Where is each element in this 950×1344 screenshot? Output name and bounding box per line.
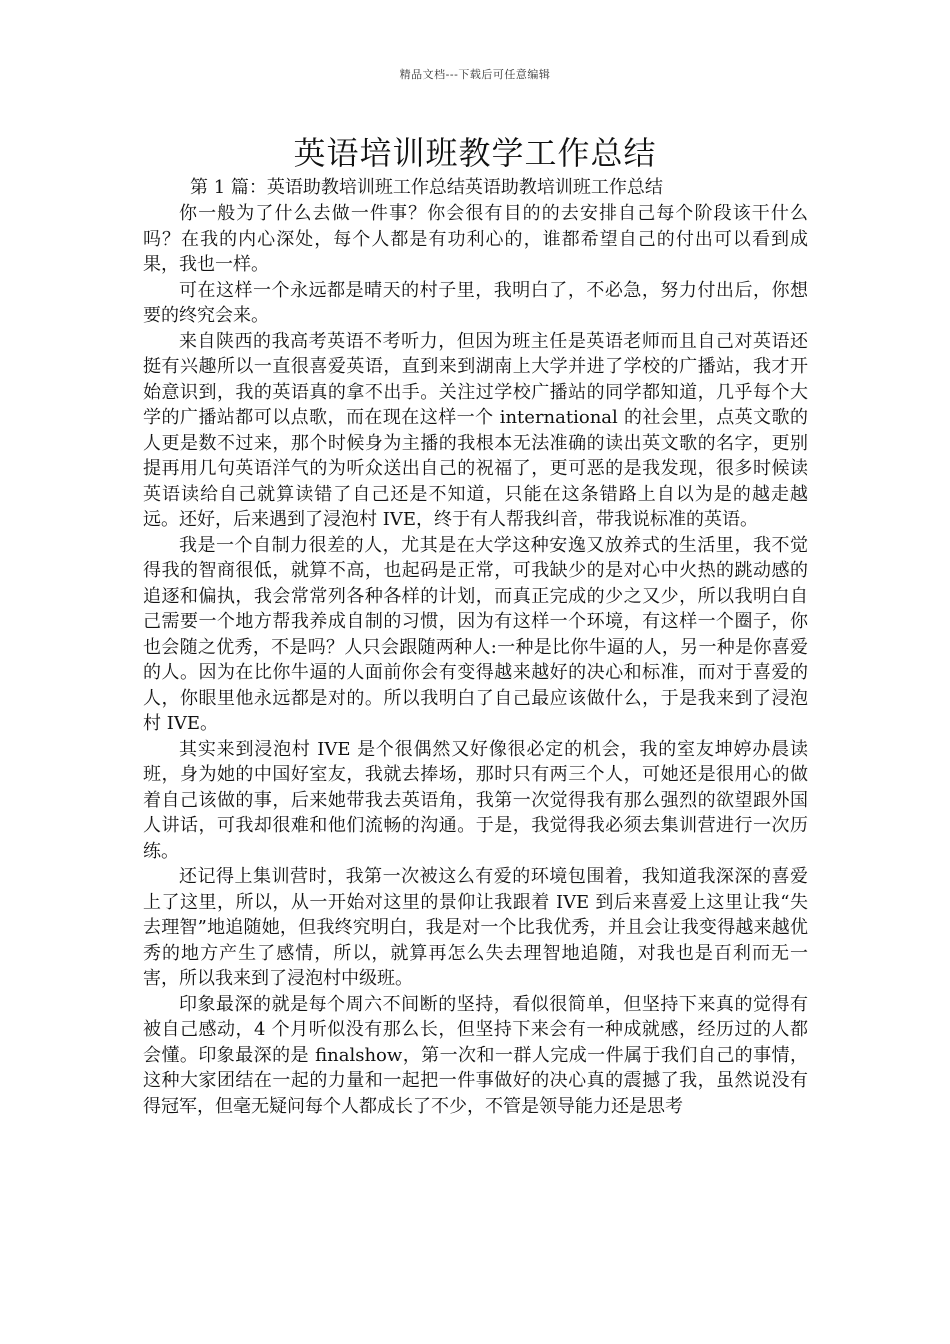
paragraph: 你一般为了什么去做一件事？你会很有目的的去安排自己每个阶段该干什么吗？在我的内心深处，每个人都是有功利心的，谁都希望自己的付出可以看到成果，我也一样。 [143,203,808,275]
document-body [143,201,808,1119]
paragraph: 来自陕西的我高考英语不考听力，但因为班主任是英语老师而且自己对英语还挺有兴趣所以一直很喜爱英语，直到来到湖南上大学并进了学校的广播站，我才开始意识到，我的英语真的拿不出手。关注过学校广播站的同学都知道，几乎每个大学的广播站都可以点歌，而在现在这样一个 international 的社会里，点英文歌的人更是数不过来，那个时候身为主播的我根本无法准确的读出英文歌的名字，更别提再用几句英语洋气的为听众送出自己的祝福了，更可恶的是我发现，很多时候读英语读给自己就算读错了自己还是不知道，只能在这条错路上自以为是的越走越远。还好，后来遇到了浸泡村 IVE，终于有人帮我纠音，带我说标准的英语。 [143,330,808,530]
paragraph: 还记得上集训营时，我第一次被这么有爱的环境包围着，我知道我深深的喜爱上了这里，所以，从一开始对这里的景仰让我跟着 IVE 到后来喜爱上这里让我“失去理智”地追随她，但我终究明白，我是对一个比我优秀，并且会让我变得越来越优秀的地方产生了感情，所以，就算再怎么失去理智地追随，对我也是百利而无一害，所以我来到了浸泡村中级班。 [143,866,808,989]
paragraph: 可在这样一个永远都是晴天的村子里，我明白了，不必急，努力付出后，你想要的终究会来。 [143,279,808,326]
paragraph: 其实来到浸泡村 IVE 是个很偶然又好像很必定的机会，我的室友坤婷办晨读班，身为她的中国好室友，我就去捧场，那时只有两三个人，可她还是很用心的做着自己该做的事，后来她带我去英语角，我第一次觉得我有那么强烈的欲望跟外国人讲话，可我却很难和他们流畅的沟通。于是，我觉得我必须去集训营进行一次历练。 [143,738,808,862]
document-title: 英语培训班教学工作总结 [293,134,657,172]
paragraph: 印象最深的就是每个周六不间断的坚持，看似很简单，但坚持下来真的觉得有被自己感动，4 个月听似没有那么长，但坚持下来会有一种成就感，经历过的人都会懂。印象最深的是 finalshow，第一次和一群人完成一件属于我们自己的事情，这种大家团结在一起的力量和一起把一件事做好的决心真的震撼了我，虽然说没有得冠军，但毫无疑问每个人都成长了不少，不管是领导能力还是思考 [143,993,808,1117]
paragraph: 我是一个自制力很差的人，尤其是在大学这种安逸又放养式的生活里，我不觉得我的智商很低，就算不高，也起码是正常，可我缺少的是对心中火热的跳动感的追逐和偏执，我会常常列各种各样的计划，而真正完成的少之又少，所以我明白自己需要一个地方帮我养成自制的习惯，因为有这样一个环境，有这样一个圈子，你也会随之优秀，不是吗？人只会跟随两种人:一种是比你牛逼的人，另一种是你喜爱的人。因为在比你牛逼的人面前你会有变得越来越好的决心和标准，而对于喜爱的人，你眼里他永远都是对的。所以我明白了自己最应该做什么，于是我来到了浸泡村 IVE。 [143,534,808,734]
document-subtitle: 第 1 篇：英语助教培训班工作总结英语助教培训班工作总结 [190,177,663,198]
header-note: 精品文档---下载后可任意编辑 [399,68,551,81]
